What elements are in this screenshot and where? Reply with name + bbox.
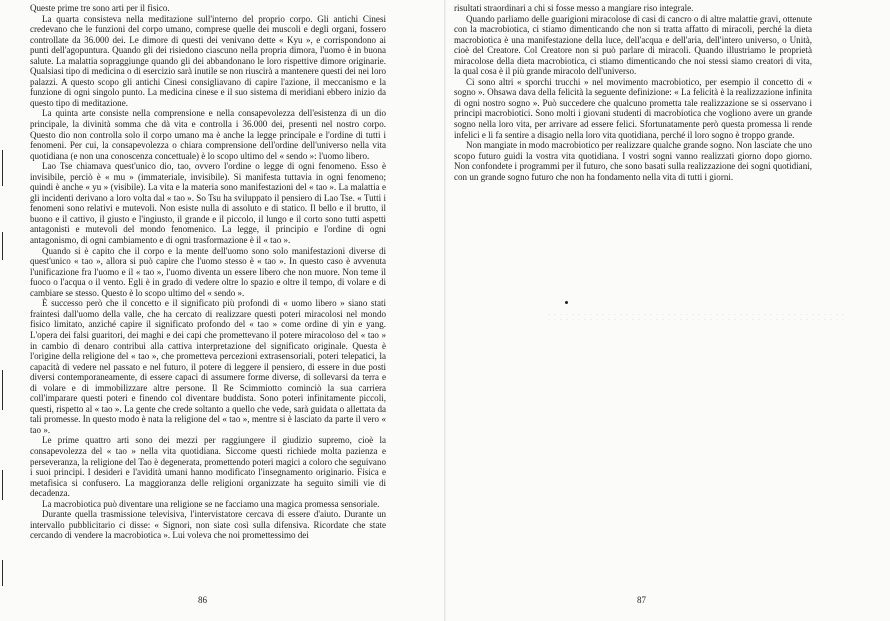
paragraph: risultati straordinari a chi si fosse messo a mangiare riso integrale. <box>454 3 694 13</box>
paragraph: La quinta arte consiste nella comprensione e nella consapevolezza dell'esistenza di un dio principale, la divinità somma che dà vita e controlla i 36.000 dei, presenti nel nostro corpo. Questo dio non controlla solo il corpo umano ma è anche la legge principale e l'ordine di tutti i fenomeni. Per cui, la consapevolezza o chiara comprensione dell'ordine dell'universo nella vita quotidiana (e non una conoscenza concettuale) è lo scopo ultimo del « sendo »: l'uomo libero. <box>30 108 386 161</box>
scan-edge-mark <box>2 470 3 500</box>
paragraph: Queste prime tre sono arti per il fisico. <box>30 3 170 13</box>
paragraph: La quarta consisteva nella meditazione sull'interno del proprio corpo. Gli antichi Cinesi credevano che le funzioni del corpo umano, comprese quelle dei muscoli e degli organi, fossero controllate da 36.000 dei. Le dimore di questi dei venivano dette « Kyu », e corrispondono ai punti dell'agopuntura. Quando gli dei risiedono ciascuno nella propria dimora, l'uomo è in buona salute. La malattia sopraggiunge quando gli dei abbandonano le loro rispettive dimore originarie. Qualsiasi tipo di medicina o di esercizio sarà inutile se non riuscirà a mantenere questi dei nei loro palazzi. A questo scopo gli antichi Cinesi consigliavano di capire l'azione, il meccanismo e la funzione di ogni singolo punto. La medicina cinese e il suo sistema di meridiani ebbero inizio da questo tipo di meditazione. <box>30 13 386 108</box>
scan-noise <box>546 312 846 322</box>
paragraph: Ci sono altri « sporchi trucchi » nel movimento macrobiotico, per esempio il concetto di « sogno ». Ohsawa dava della felicità la seguente definizione: « La felicità è la realizzazione infinita di ogni nostro sogno ». Può succedere che qualcuno prometta tale realizzazione se si osservano i principi macrobiotici. Sono molti i giovani studenti di macrobiotica che vogliono avere un grande sogno nella loro vita, per arrivare ad essere felici. Sfortunatamente però questa promessa li rende infelici e li fa sentire a disagio nella loro vita quotidiana, perché il loro sogno è troppo grande. <box>454 76 812 140</box>
scan-edge-mark <box>2 560 3 586</box>
paragraph: Durante quella trasmissione televisiva, l'intervistatore cercava di essere d'aiuto. Durante un intervallo pubblicitario ci disse: « Signori, non siate così sulla difensiva. Ricordate che state cercando di vendere la macrobiotica ». Lui voleva che noi promettessimo dei <box>30 509 386 541</box>
paragraph: Lao Tse chiamava quest'unico dio, tao, ovvero l'ordine o legge di ogni fenomeno. Esso è invisibile, perciò è « mu » (immateriale, invisibile). Si manifesta tuttavia in ogni fenomeno; quindi è anche « yu » (visibile). La vita e la materia sono manifestazioni del « tao ». La malattia e gli incidenti derivano a loro volta dal « tao ». So Tsu ha sviluppato il pensiero di Lao Tse. « Tutti i fenomeni sono relativi e mutevoli. Non esiste nulla di assoluto e di statico. Il bello e il brutto, il buono e il cattivo, il giusto e l'ingiusto, il grande e il piccolo, il lungo e il corto sono tutti aspetti antagonisti e mutevoli del mondo fenomenico. La legge, il principio e l'ordine di ogni antagonismo, di ogni cambiamento e di ogni trasformazione è il « tao ». <box>30 161 386 246</box>
paragraph: Quando parliamo delle guarigioni miracolose di casi di cancro o di altre malattie gravi, ottenute con la macrobiotica, ci stiamo dimenticando che non si tratta affatto di miracoli, perché la dieta macrobiotica è una manifestazione della luce, dell'acqua e dell'aria, dell'intero universo, o Unità, cioè del Creatore. Col Creatore non si può parlare di miracoli. Quando illustriamo le proprietà miracolose della dieta macrobiotica, ci stiamo dimenticando che noi stessi siamo creatori di vita, la qual cosa è il più grande miracolo dell'universo. <box>454 13 812 77</box>
left-page <box>0 0 444 621</box>
ink-speck <box>565 301 568 304</box>
paragraph: Le prime quattro arti sono dei mezzi per raggiungere il giudizio supremo, cioè la consapevolezza del « tao » nella vita quotidiana. Siccome questi richiede molta pazienza e perseveranza, la religione del Tao è degenerata, promettendo poteri magici a coloro che seguivano i suoi principi. I desideri e l'avidità umani hanno modificato l'insegnamento originario. Fisica e metafisica si confusero. La maggioranza delle religioni organizzate ha seguito simili vie di decadenza. <box>30 435 386 499</box>
right-page-text <box>454 3 812 182</box>
paragraph: La macrobiotica può diventare una religione se ne facciamo una magica promessa sensoriale. <box>42 498 380 509</box>
right-page <box>446 0 890 621</box>
paragraph: Quando si è capito che il corpo e la mente dell'uomo sono solo manifestazioni diverse di quest'unico « tao », allora si può capire che l'uomo stesso è « tao ». In questo caso è avvenuta l'unificazione fra l'uomo e il « tao », l'uomo diventa un essere libero che non muore. Non teme il fuoco o l'acqua o il vento. Egli è in grado di vedere oltre lo spazio e oltre il tempo, di volare e di cambiare se stesso. Questo è lo scopo ultimo del « sendo ». <box>30 245 386 298</box>
paragraph: Non mangiate in modo macrobiotico per realizzare qualche grande sogno. Non lasciate che uno scopo futuro guidi la vostra vita quotidiana. I vostri sogni vanno realizzati giorno dopo giorno. Non confondete i programmi per il futuro, che sono basati sulla realizzazione dei sogni quotidiani, con un grande sogno futuro che non ha fondamento nella vita di tutti i giorni. <box>454 140 812 182</box>
scan-edge-mark <box>2 370 3 410</box>
left-page-text <box>30 3 386 541</box>
scan-edge-mark <box>2 150 3 186</box>
page-number: 86 <box>198 595 207 605</box>
scan-edge-mark <box>2 232 3 260</box>
page-number: 87 <box>637 595 646 605</box>
paragraph: È successo però che il concetto e il significato più profondi di « uomo libero » siano stati fraintesi dall'uomo della valle, che ha cercato di realizzare questi poteri miracolosi nel mondo fisico limitato, anziché capire il significato profondo del « tao » come ordine di yin e yang. L'opera dei falsi guaritori, dei maghi e dei capi che promettevano il potere miracoloso del « tao » in cambio di denaro contribuì alla cattiva interpretazione del significato originale. Questa è l'origine della religione del « tao », che prometteva percezioni extrasensoriali, poteri telepatici, la capacità di vedere nel passato e nel futuro, il potere di leggere il pensiero, di essere in due posti diversi contemporaneamente, di essere capaci di assumere forme diverse, di sollevarsi da terra e di volare e di immobilizzare altre persone. Il Re Scimmiotto cominciò la sua carriera coll'imparare questi poteri e finendo col diventare buddista. Sono poteri infinitamente piccoli, questi, rispetto al « tao ». La gente che crede soltanto a quello che vede, sarà guidata o allettata da tali promesse. In questo modo è nata la religione del « tao », mentre si è lasciato da parte il vero « tao ». <box>30 298 386 435</box>
